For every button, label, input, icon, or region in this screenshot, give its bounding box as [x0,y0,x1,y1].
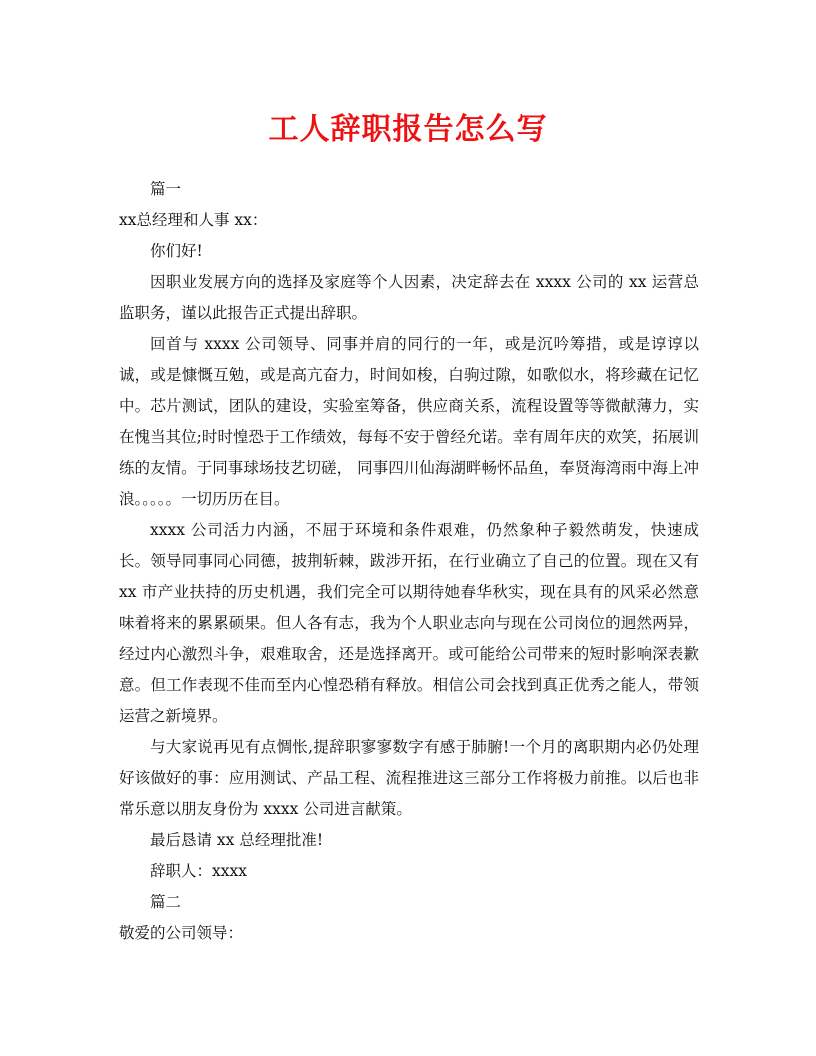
paragraph: 与大家说再见有点惆怅,提辞职寥寥数字有感于肺腑!一个月的离职期内必仍处理好该做好的事：应用测试、产品工程、流程推进这三部分工作将极力前推。以后也非常乐意以朋友身份为 xxxx 公司进言献策。 [119,738,699,818]
paragraph: 回首与 xxxx 公司领导、同事并肩的同行的一年，或是沉吟筹措，或是谆谆以诚，或是慷慨互勉，或是高亢奋力，时间如梭，白驹过隙，如歌似水，将珍藏在记忆中。芯片测试，团队的建设，实验室筹备，供应商关系，流程设置等等微献薄力，实在愧当其位;时时惶恐于工作绩效，每每不安于曾经允诺。幸有周年庆的欢笑，拓展训练的友情。于同事球场技艺切磋， 同事四川仙海湖畔畅怀品鱼，奉贤海湾雨中海上冲浪。。。。。一切历历在目。 [119,335,699,508]
salutation: xx总经理和人事 xx： [119,211,268,229]
section-heading: 篇一 [150,180,182,198]
closing-line: 最后恳请 xx 总经理批准! [150,831,324,849]
greeting: 你们好! [150,242,203,260]
paragraph: xxxx 公司活力内涵，不屈于环境和条件艰难，仍然象种子毅然萌发，快速成长。领导同事同心同德，披荆斩棘，跋涉开拓，在行业确立了自己的位置。现在又有 xx 市产业扶持的历史机遇，我们完全可以期待她春华秋实，现在具有的风采必然意味着将来的累累硕果。但人各有志，我为个人职业志向与现在公司岗位的迥然两异，经过内心激烈斗争，艰难取舍，还是选择离开。或可能给公司带来的短时影响深表歉意。但工作表现不佳而至内心惶恐稍有释放。相信公司会找到真正优秀之能人，带领运营之新境界。 [119,521,699,725]
section-heading: 篇二 [150,893,182,911]
document-body [119,174,699,949]
salutation: 敬爱的公司领导： [119,924,244,942]
signature-line: 辞职人：xxxx [150,862,247,880]
document-title: 工人辞职报告怎么写 [268,112,548,147]
paragraph: 因职业发展方向的选择及家庭等个人因素，决定辞去在 xxxx 公司的 xx 运营总监职务，谨以此报告正式提出辞职。 [119,273,699,322]
